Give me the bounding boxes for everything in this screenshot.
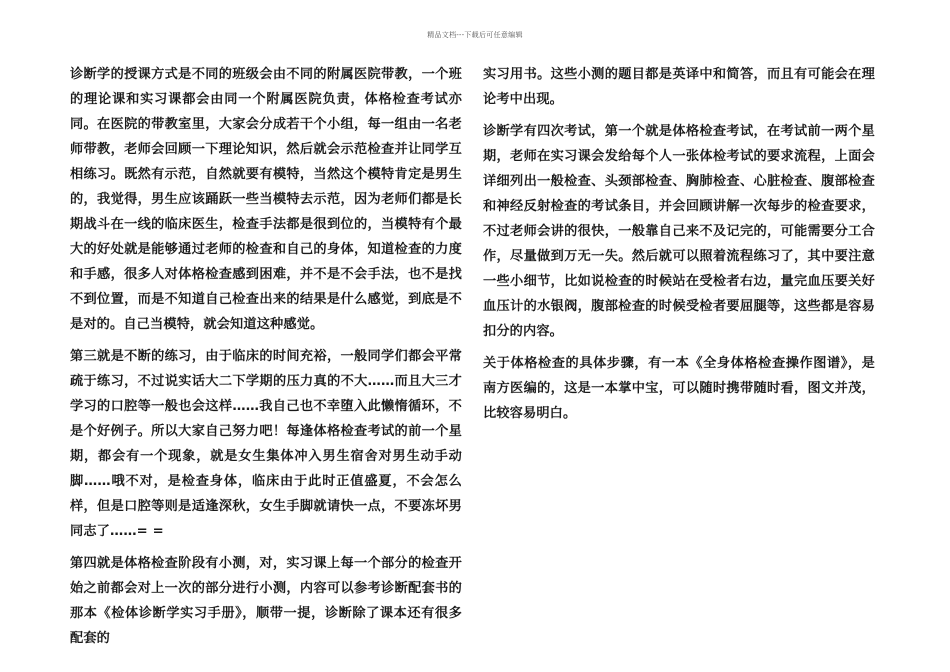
paragraph-practice: 第三就是不断的练习，由于临床的时间充裕，一般同学们都会平常疏于练习，不过说实话大二下学期的压力真的不大……而且大三才学习的口腔等一般也会这样……我自己也不幸堕入此懒惰循环，不是个好例子。所以大家自己努力吧！每逢体格检查考试的前一个星期，都会有一个现象，就是女生集体冲入男生宿舍对男生动手动脚……哦不对，是检查身体，临床由于此时正值盛夏，不会怎么样，但是口腔等则是适逢深秋，女生手脚就请快一点，不要冻坏男同志了……= = [70, 349, 462, 539]
paragraph-reference-book: 关于体格检查的具体步骤，有一本《全身体格检查操作图谱》，是南方医编的，这是一本掌中宝，可以随时携带随时看，图文并茂，比较容易明白。 [483, 356, 875, 421]
left-column [70, 62, 462, 658]
paragraph-quizzes: 第四就是体格检查阶段有小测，对，实习课上每一个部分的检查开始之前都会对上一次的部分进行小测，内容可以参考诊断配套书的那本《检体诊断学实习手册》，顺带一提，诊断除了课本还有很多配套的 [70, 556, 462, 646]
page-header: 精品文档---下载后可任意编辑 [427, 31, 523, 39]
right-column [483, 62, 875, 433]
paragraph-quizzes-continued: 实习用书。这些小测的题目都是英译中和简答，而且有可能会在理论考中出现。 [483, 67, 875, 107]
paragraph-exams: 诊断学有四次考试，第一个就是体格检查考试，在考试前一两个星期，老师在实习课会发给每个人一张体检考试的要求流程，上面会详细列出一般检查、头颈部检查、胸肺检查、心脏检查、腹部检查和神经反射检查的考试条目，并会回顾讲解一次每步的检查要求，不过老师会讲的很快，一般靠自己来不及记完的，可能需要分工合作，尽量做到万无一失。然后就可以照着流程练习了，其中要注意一些小细节，比如说检查的时候站在受检者右边，量完血压要关好血压计的水银阀，腹部检查的时候受检者要屈腿等，这些都是容易扣分的内容。 [483, 124, 875, 339]
paragraph-teaching-method: 诊断学的授课方式是不同的班级会由不同的附属医院带教，一个班的理论课和实习课都会由同一个附属医院负责，体格检查考试亦同。在医院的带教室里，大家会分成若干个小组，每一组由一名老师带教，老师会回顾一下理论知识，然后就会示范检查并让同学互相练习。既然有示范，自然就要有模特，当然这个模特肯定是男生的，我觉得，男生应该踊跃一些当模特去示范，因为老师们都是长期战斗在一线的临床医生，检查手法都是很到位的，当模特有个最大的好处就是能够通过老师的检查和自己的身体，知道检查的力度和手感，很多人对体格检查感到困难，并不是不会手法，也不是找不到位置，而是不知道自己检查出来的结果是什么感觉，到底是不是对的。自己当模特，就会知道这种感觉。 [70, 67, 462, 332]
